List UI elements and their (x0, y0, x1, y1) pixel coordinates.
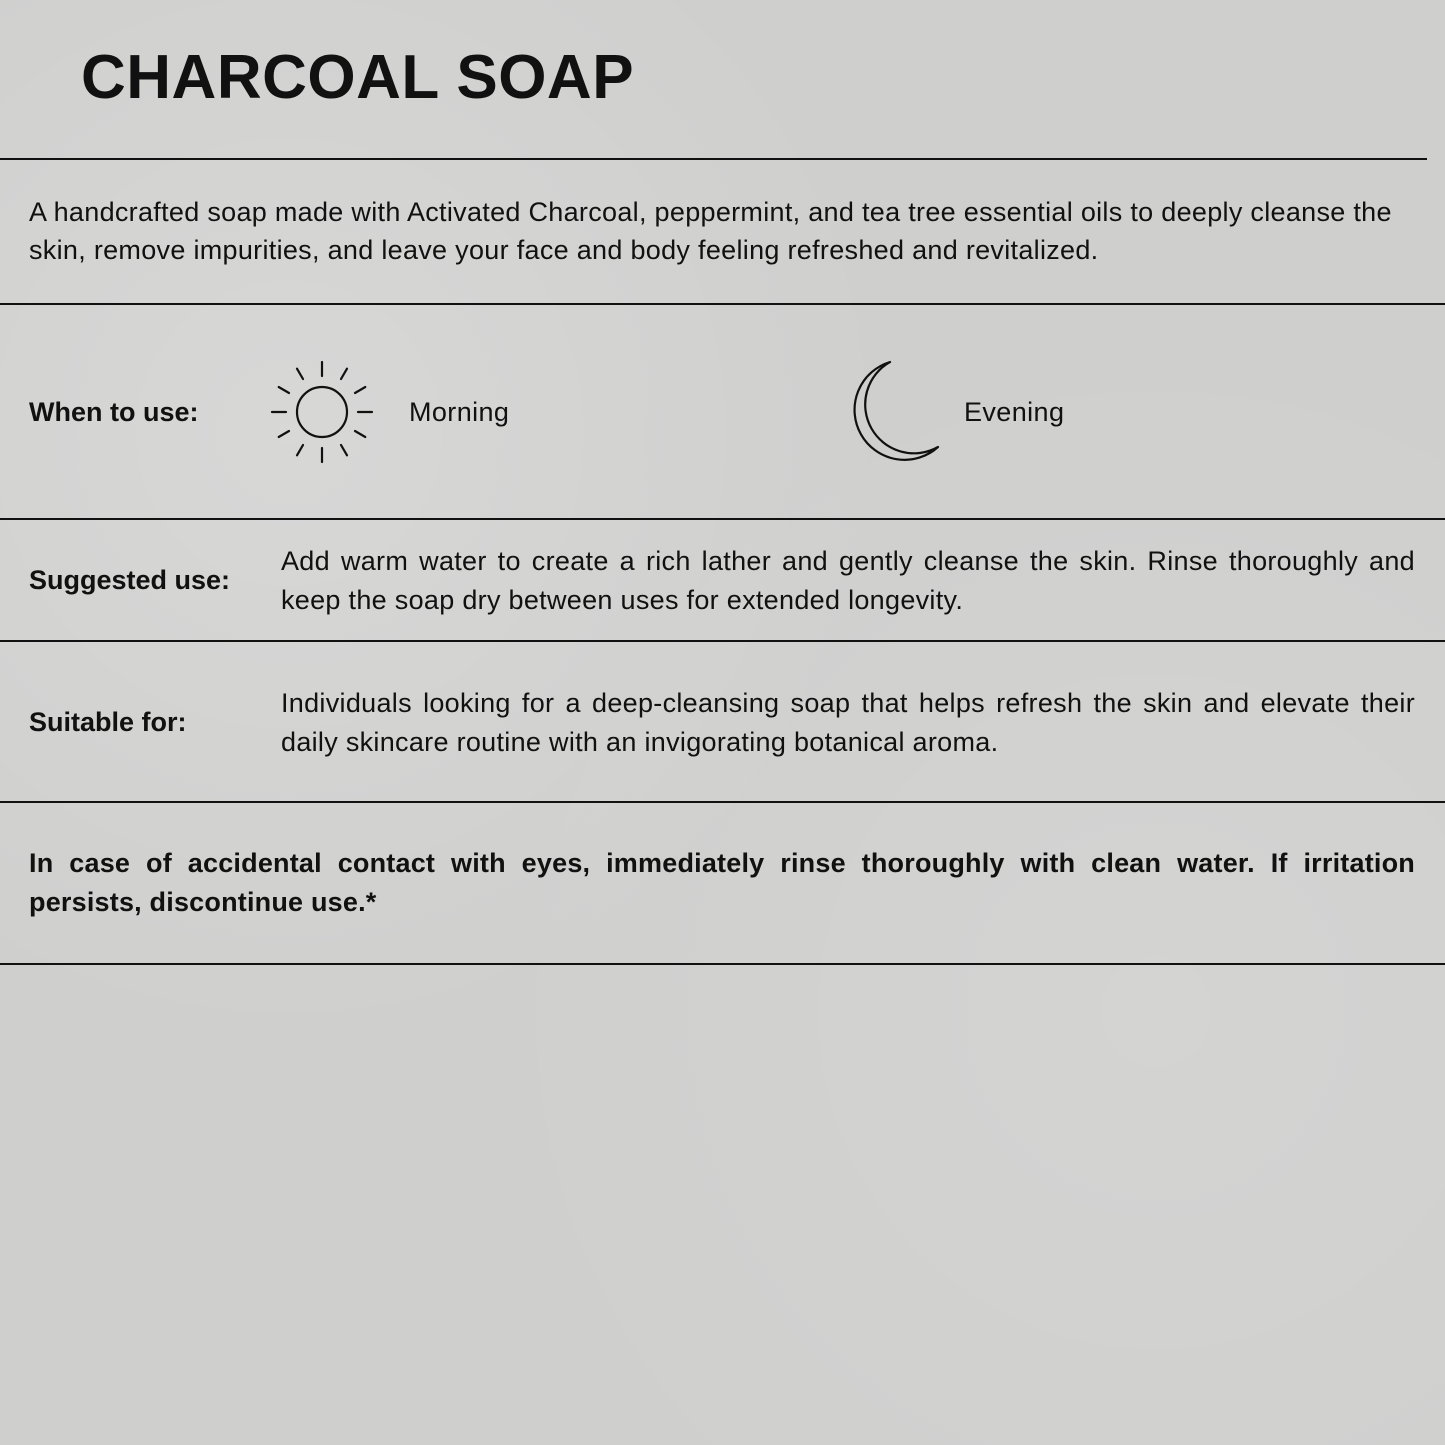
product-description: A handcrafted soap made with Activated Charcoal, peppermint, and tea tree essential oils to deeply cleanse the skin, remove impurities, and leave your face and body feeling refreshed and revitalized. (29, 197, 1392, 265)
morning-label: Morning (409, 397, 510, 427)
safety-warning: In case of accidental contact with eyes, immediately rinse thoroughly with clean water. If irritation persists, discontinue use.* (29, 848, 1415, 917)
suggested-use-text: Add warm water to create a rich lather and gently cleanse the skin. Rinse thoroughly and keep the soap dry between uses for extended longevity. (281, 546, 1415, 615)
suitable-for-label: Suitable for: (29, 707, 187, 737)
divider-title (0, 158, 1427, 160)
divider-description (0, 303, 1445, 305)
moon-icon (846, 359, 942, 465)
evening-label: Evening (964, 397, 1065, 427)
suitable-for-text: Individuals looking for a deep-cleansing soap that helps refresh the skin and elevate their daily skincare routine with an invigorating botanical aroma. (281, 688, 1415, 757)
divider-when-to-use (0, 518, 1445, 520)
sun-icon (270, 360, 374, 464)
divider-suggested-use (0, 640, 1445, 642)
divider-suitable-for (0, 801, 1445, 803)
product-title: CHARCOAL SOAP (81, 43, 635, 112)
divider-warning (0, 963, 1445, 965)
when-to-use-label: When to use: (29, 397, 199, 427)
suggested-use-label: Suggested use: (29, 565, 231, 595)
